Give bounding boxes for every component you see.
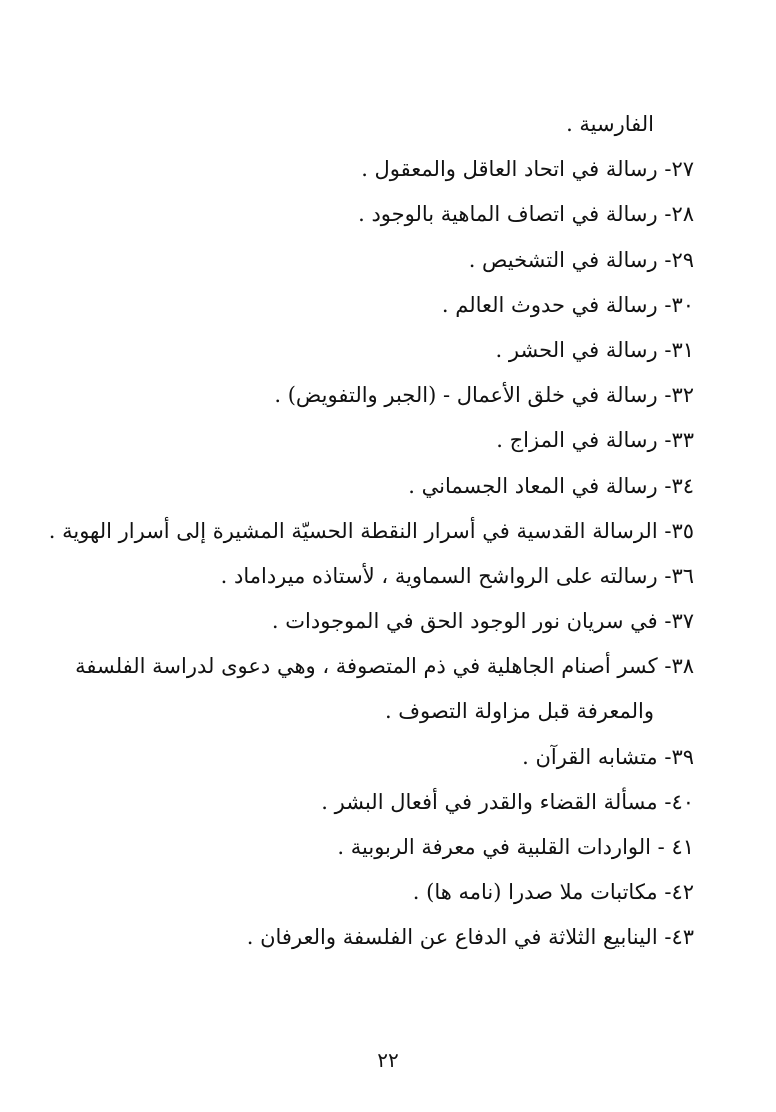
list-item-continuation: والمعرفة قبل مزاولة التصوف .: [384, 699, 654, 724]
list-item: ٣٥- الرسالة القدسية في أسرار النقطة الحسيّة المشيرة إلى أسرار الهوية .: [48, 518, 694, 543]
list-item: ٣٦- رسالته على الرواشح السماوية ، لأستاذه ميرداماد .: [220, 563, 694, 588]
list-item: ٤١ - الواردات القلبية في معرفة الربوبية .: [337, 835, 694, 859]
list-item: ٣٩- متشابه القرآن .: [522, 744, 694, 769]
list-item: ٣١- رسالة في الحشر .: [495, 337, 694, 362]
list-item: ٣٧- في سريان نور الوجود الحق في الموجودات .: [271, 609, 694, 634]
list-item-continuation: الفارسية .: [566, 112, 654, 136]
list-item: ٤٠- مسألة القضاء والقدر في أفعال البشر .: [321, 789, 694, 814]
list-item: ٣٤- رسالة في المعاد الجسماني .: [408, 473, 694, 498]
list-item: ٣٠- رسالة في حدوث العالم .: [441, 292, 694, 317]
page-number: ٢٢: [377, 1048, 399, 1072]
list-item: ٢٨- رسالة في اتصاف الماهية بالوجود .: [358, 202, 694, 227]
list-item: ٢٩- رسالة في التشخيص .: [468, 247, 694, 272]
treatise-list: [48, 102, 694, 961]
list-item: ٣٣- رسالة في المزاج .: [496, 428, 694, 453]
list-item: ٤٢- مكاتبات ملا صدرا (نامه ها) .: [412, 880, 694, 905]
list-item: ٣٢- رسالة في خلق الأعمال - (الجبر والتفويض) .: [274, 383, 694, 408]
list-item: ٢٧- رسالة في اتحاد العاقل والمعقول .: [361, 157, 694, 182]
list-item: ٣٨- كسر أصنام الجاهلية في ذم المتصوفة ، وهي دعوى لدراسة الفلسفة: [75, 654, 694, 679]
list-item: ٤٣- الينابيع الثلاثة في الدفاع عن الفلسفة والعرفان .: [246, 925, 694, 950]
